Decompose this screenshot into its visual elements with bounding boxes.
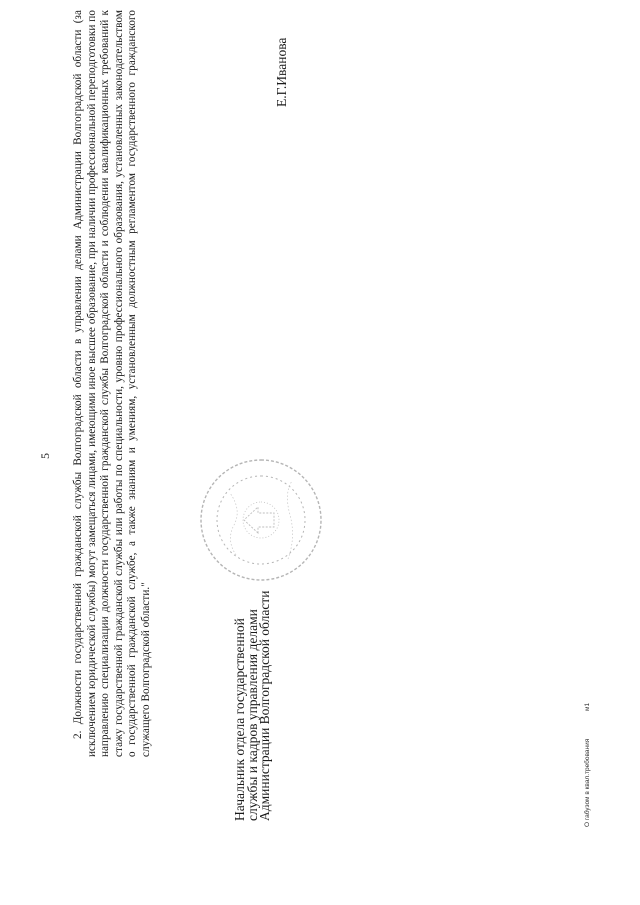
body-paragraph: 2. Должности государственной гражданской службы Волгоградской области в управлении делами Администрации Волгоградской области (за исключением юридической службы) могут замещаться лицами, имеющими иное высшее образование, при наличии профессиональной переподготовки по направлению специализации должности государственной гражданской службы Волгоградской области и соблюдении квалификационных требований к стажу государственной гражданской службы или работы по специальности, уровню профессионального образования, установленных законодательством о государственной гражданской службе, а также знаниям и умениям, установленным должностным регламентом государственного гражданского служащего Волгоградской области.": [72, 10, 152, 757]
footer-code: м1: [584, 702, 591, 711]
signatory-title-line2: службы и кадров управления делами: [244, 609, 260, 821]
page-number: 5: [38, 453, 52, 459]
footer-file-note: О габузом в квал.требования: [584, 738, 591, 827]
signatory-name: Е.Г.Иванова: [274, 37, 289, 107]
signatory-title-line3: Администрации Волгоградской области: [257, 590, 272, 821]
seal-inner-ring: [217, 476, 305, 564]
signatory-title-line1: Начальник отдела государственной: [232, 618, 247, 821]
signature-block: [234, 561, 272, 821]
seal-scribble: [230, 481, 293, 559]
seal-emblem: [244, 507, 274, 533]
